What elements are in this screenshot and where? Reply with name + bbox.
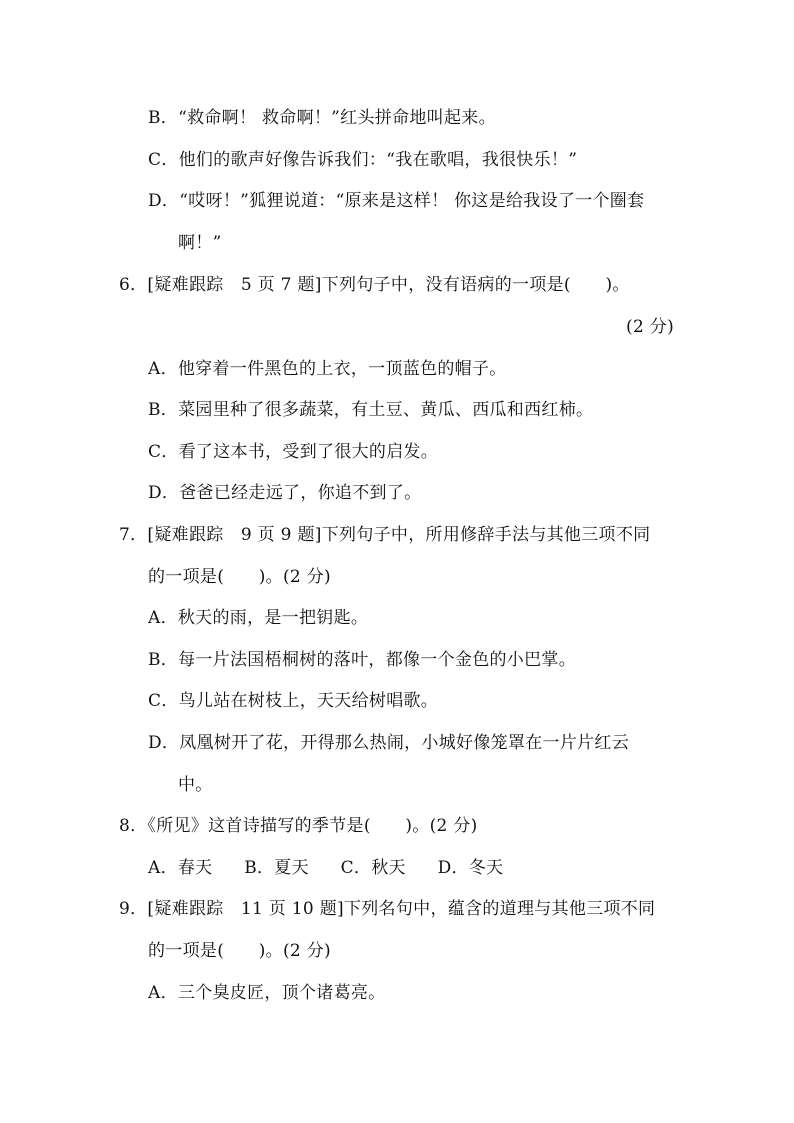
- q6-option-b: B．菜园里种了很多蔬菜，有土豆、黄瓜、西瓜和西红柿。: [148, 400, 594, 420]
- q6-score: (2 分): [626, 317, 674, 337]
- q6-option-a: A．他穿着一件黑色的上衣，一顶蓝色的帽子。: [148, 359, 507, 379]
- q9-stem-line2: 的一项是( )。(2 分): [148, 941, 331, 961]
- q8-stem: 8．《所见》这首诗描写的季节是( )。(2 分): [119, 816, 478, 836]
- q5-option-d-line1: D．“哎呀！”狐狸说道：“原来是这样！ 你这是给我设了一个圈套: [148, 191, 645, 211]
- q6-option-d: D．爸爸已经走远了，你追不到了。: [148, 483, 422, 503]
- q7-option-d-line1: D．凤凰树开了花，开得那么热闹，小城好像笼罩在一片片红云: [148, 733, 630, 753]
- q5-option-c: C．他们的歌声好像告诉我们：“我在歌唱，我很快乐！”: [148, 150, 578, 170]
- q6-option-c: C．看了这本书，受到了很大的启发。: [148, 442, 439, 462]
- q6-stem: 6．[疑难跟踪 5 页 7 题]下列句子中，没有语病的一项是( )。: [119, 275, 630, 295]
- q5-option-b: B．“救命啊！ 救命啊！”红头拼命地叫起来。: [148, 108, 496, 128]
- q8-options: [148, 856, 503, 880]
- q7-option-a: A．秋天的雨，是一把钥匙。: [148, 608, 369, 628]
- q7-stem-line1: 7．[疑难跟踪 9 页 9 题]下列句子中，所用修辞手法与其他三项不同: [119, 525, 651, 545]
- q8-option-b: B．夏天: [244, 858, 309, 878]
- q7-stem-line2: 的一项是( )。(2 分): [148, 567, 331, 587]
- q7-option-d-line2: 中。: [178, 775, 213, 795]
- q8-option-c: C．秋天: [340, 858, 406, 878]
- q7-option-b: B．每一片法国梧桐树的落叶，都像一个金色的小巴掌。: [148, 650, 576, 670]
- q9-stem-line1: 9．[疑难跟踪 11 页 10 题]下列名句中，蕴含的道理与其他三项不同: [119, 899, 656, 919]
- q8-option-d: D．冬天: [437, 858, 504, 878]
- q9-option-a: A．三个臭皮匠，顶个诸葛亮。: [148, 983, 386, 1003]
- q5-option-d-line2: 啊！”: [178, 233, 222, 253]
- q8-option-a: A．春天: [148, 858, 213, 878]
- q7-option-c: C．鸟儿站在树枝上，天天给树唱歌。: [148, 691, 439, 711]
